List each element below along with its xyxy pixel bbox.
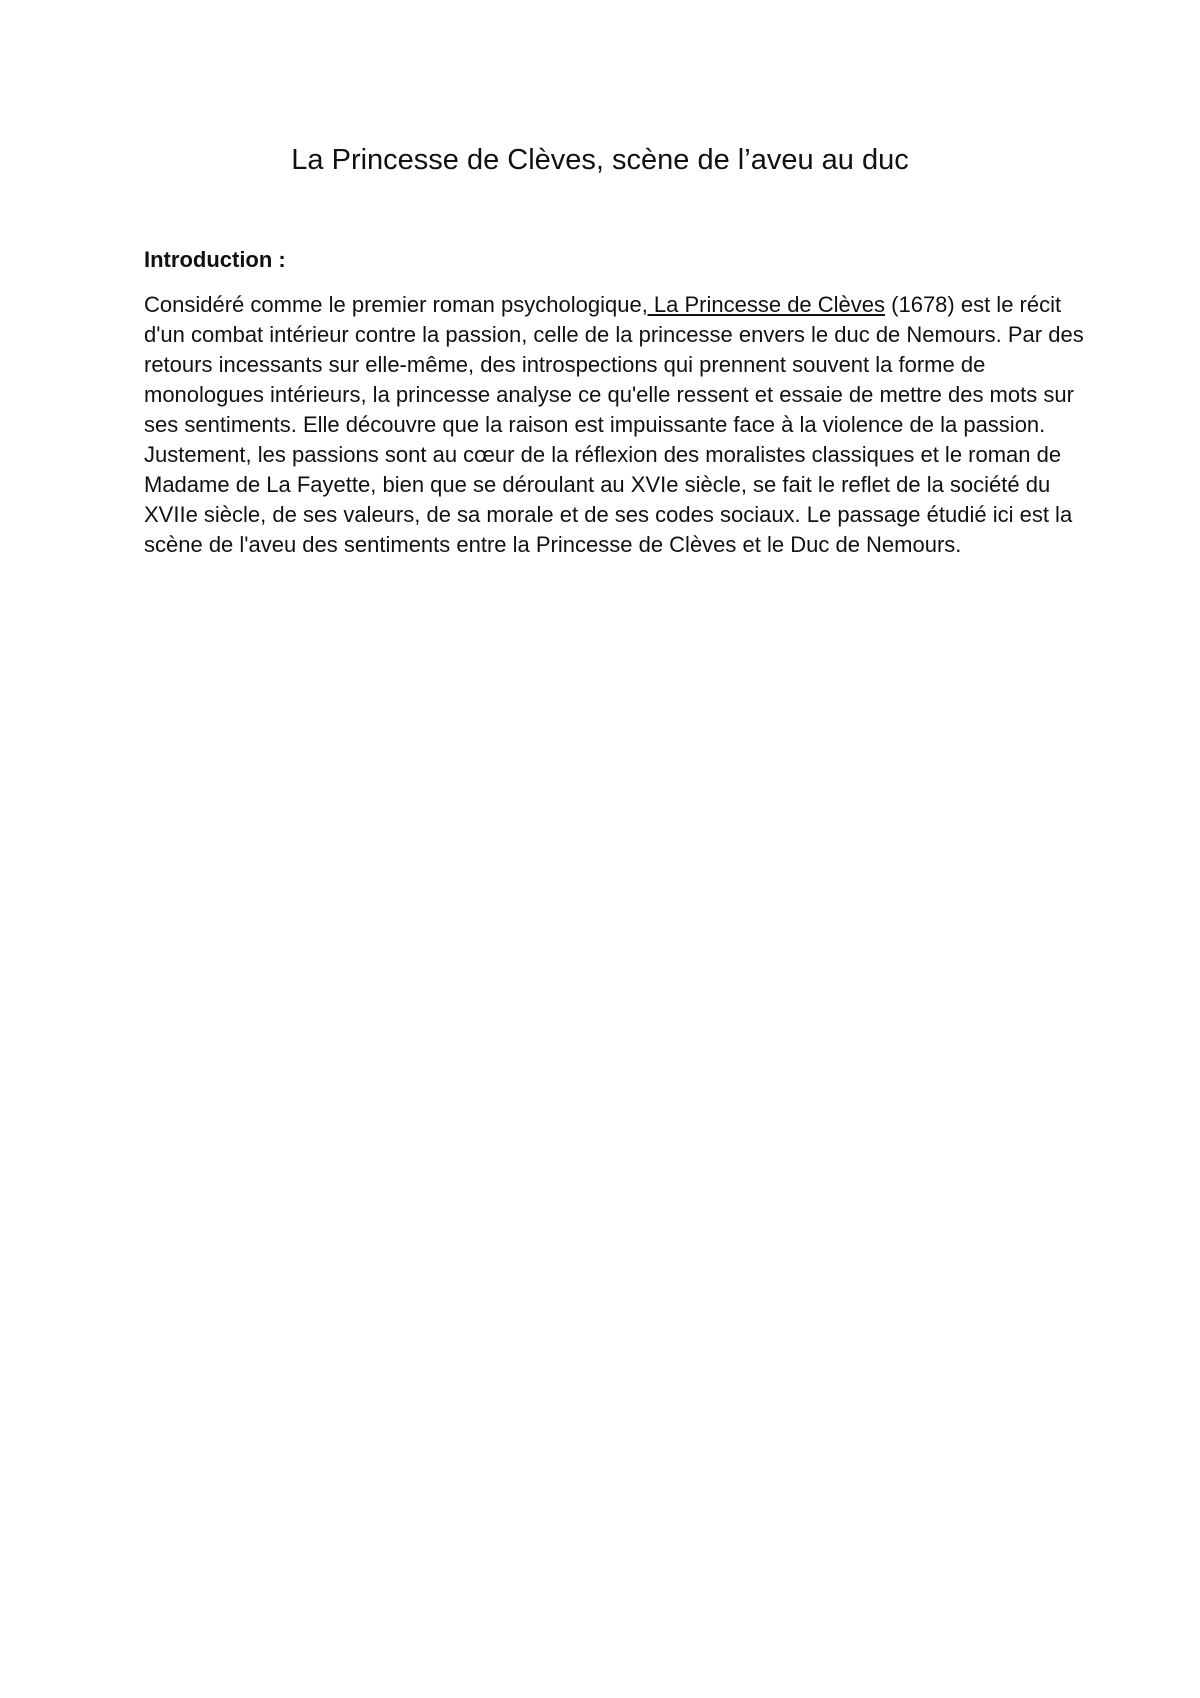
- introduction-paragraph: [144, 290, 1084, 560]
- page-title: La Princesse de Clèves, scène de l’aveu au duc: [291, 144, 909, 176]
- paragraph-lead: Considéré comme le premier roman psychologique: [144, 292, 642, 317]
- section-heading-introduction: Introduction :: [144, 247, 286, 272]
- paragraph-rest: (1678) est le récit d'un combat intérieur contre la passion, celle de la princesse envers le duc de Nemours. Par des retours incessants sur elle-même, des introspections qui prennent souvent la forme de monologues intérieurs, la princesse analyse ce qu'elle ressent et essaie de mettre des mots sur ses sentiments. Elle découvre que la raison est impuissante face à la violence de la passion. Justement, les passions sont au cœur de la réflexion des moralistes classiques et le roman de Madame de La Fayette, bien que se déroulant au XVIe siècle, se fait le reflet de la société du XVIIe siècle, de ses valeurs, de sa morale et de ses codes sociaux. Le passage étudié ici est la scène de l'aveu des sentiments entre la Princesse de Clèves et le Duc de Nemours.: [144, 292, 1084, 557]
- work-title-underlined: , La Princesse de Clèves: [641, 292, 886, 317]
